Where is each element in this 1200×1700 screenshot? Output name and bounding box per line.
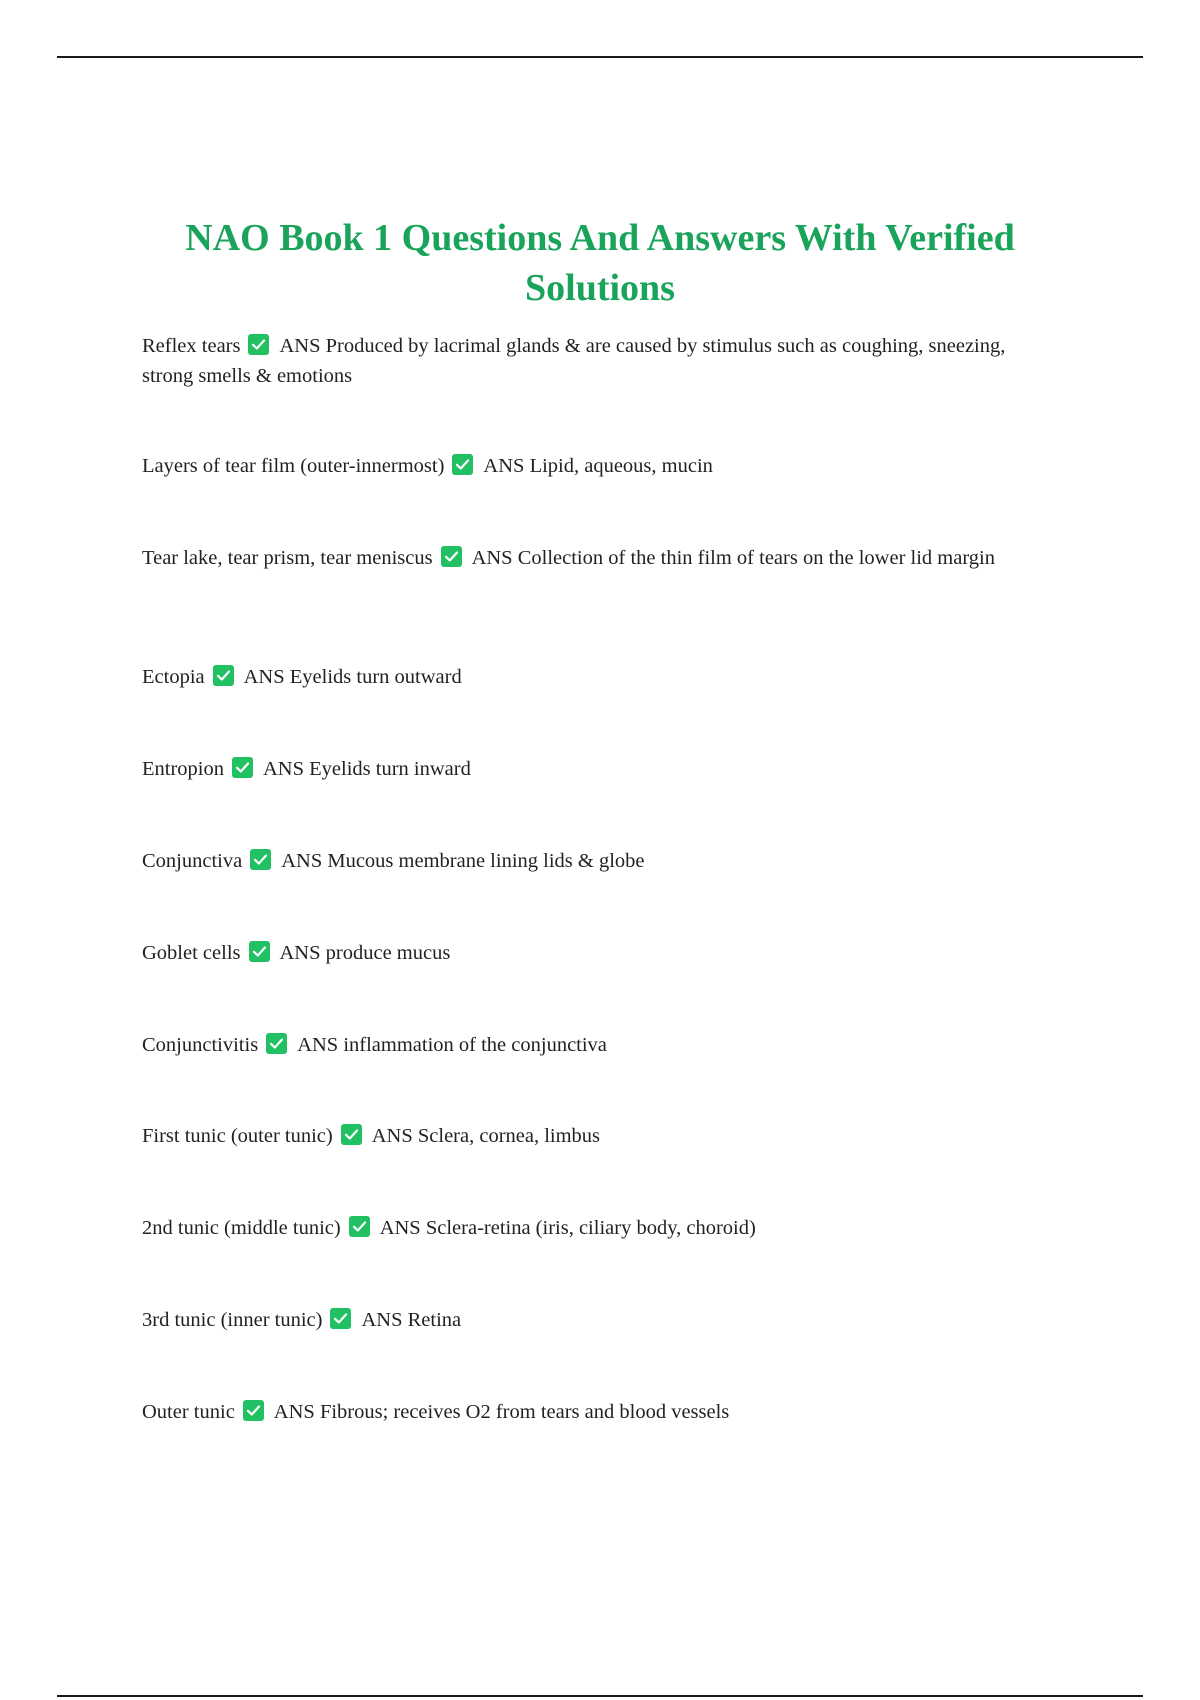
qa-answer: Produced by lacrimal glands & are caused by stimulus such as coughing, sneezing, strong smells & emotions — [142, 335, 1006, 387]
qa-item — [142, 846, 1042, 876]
qa-term: Outer tunic — [142, 1401, 235, 1423]
checkmark-icon — [213, 665, 234, 686]
answer-marker: ANS — [371, 1125, 413, 1147]
qa-item — [142, 451, 1042, 481]
qa-answer: inflammation of the conjunctiva — [343, 1034, 607, 1056]
checkmark-icon — [266, 1033, 287, 1054]
qa-item — [142, 938, 1042, 968]
qa-term: Ectopia — [142, 666, 205, 688]
qa-answer: Retina — [407, 1309, 462, 1331]
checkmark-icon — [349, 1216, 370, 1237]
qa-item — [142, 662, 1042, 692]
qa-item — [142, 543, 1042, 573]
qa-term: Conjunctivitis — [142, 1034, 259, 1056]
checkmark-icon — [452, 454, 473, 475]
qa-term: 3rd tunic (inner tunic) — [142, 1309, 323, 1331]
answer-marker: ANS — [279, 942, 321, 964]
top-rule — [57, 56, 1143, 58]
answer-marker: ANS — [361, 1309, 403, 1331]
checkmark-icon — [341, 1124, 362, 1145]
qa-answer: Sclera, cornea, limbus — [417, 1125, 601, 1147]
qa-answer: Lipid, aqueous, mucin — [529, 455, 713, 477]
qa-item — [142, 1397, 1042, 1427]
answer-marker: ANS — [297, 1034, 339, 1056]
qa-answer: Mucous membrane lining lids & globe — [327, 850, 645, 872]
qa-answer: produce mucus — [325, 942, 451, 964]
qa-answer: Sclera-retina (iris, ciliary body, choroid) — [425, 1217, 756, 1239]
checkmark-icon — [232, 757, 253, 778]
qa-answer: Eyelids turn inward — [309, 758, 471, 780]
qa-item — [142, 754, 1042, 784]
checkmark-icon — [250, 849, 271, 870]
qa-answer: Eyelids turn outward — [289, 666, 462, 688]
qa-item — [142, 1213, 1042, 1243]
qa-term: First tunic (outer tunic) — [142, 1125, 333, 1147]
checkmark-icon — [248, 334, 269, 355]
document-title: NAO Book 1 Questions And Answers With Verified Solutions — [185, 217, 1015, 309]
qa-term: Reflex tears — [142, 335, 241, 357]
qa-term: Conjunctiva — [142, 850, 243, 872]
qa-answer: Fibrous; receives O2 from tears and blood vessels — [319, 1401, 730, 1423]
answer-marker: ANS — [279, 335, 321, 357]
answer-marker: ANS — [379, 1217, 421, 1239]
checkmark-icon — [243, 1400, 264, 1421]
checkmark-icon — [330, 1308, 351, 1329]
qa-item — [142, 1121, 1042, 1151]
qa-answer: Collection of the thin film of tears on the lower lid margin — [517, 547, 996, 569]
qa-item — [142, 1305, 1042, 1335]
qa-term: Goblet cells — [142, 942, 241, 964]
checkmark-icon — [441, 546, 462, 567]
bottom-rule — [57, 1695, 1143, 1697]
answer-marker: ANS — [243, 666, 285, 688]
qa-item — [142, 331, 1042, 391]
qa-term: Entropion — [142, 758, 224, 780]
qa-term: Tear lake, tear prism, tear meniscus — [142, 547, 433, 569]
answer-marker: ANS — [281, 850, 323, 872]
answer-marker: ANS — [273, 1401, 315, 1423]
checkmark-icon — [249, 941, 270, 962]
answer-marker: ANS — [483, 455, 525, 477]
qa-item — [142, 1030, 1042, 1060]
qa-term: Layers of tear film (outer-innermost) — [142, 455, 445, 477]
qa-term: 2nd tunic (middle tunic) — [142, 1217, 341, 1239]
answer-marker: ANS — [263, 758, 305, 780]
answer-marker: ANS — [471, 547, 513, 569]
